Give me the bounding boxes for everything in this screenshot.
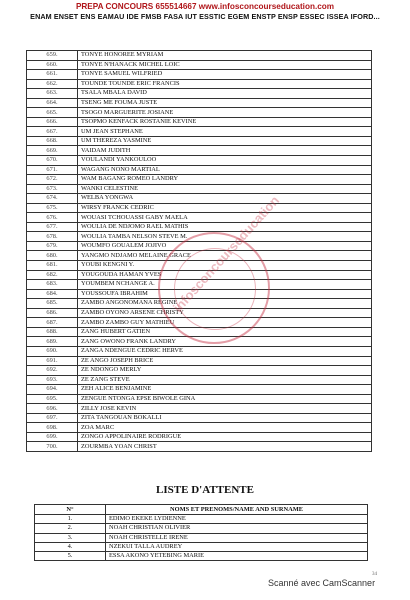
row-name: ZANG OWONO FRANK LANDRY bbox=[78, 337, 372, 347]
table-row bbox=[27, 156, 372, 166]
row-name: TONYE N'HANACK MICHEL LOIC bbox=[78, 60, 372, 70]
row-number: 698. bbox=[27, 423, 78, 433]
row-number: 670. bbox=[27, 156, 78, 166]
waiting-list-title: LISTE D'ATTENTE bbox=[156, 484, 254, 496]
table-row bbox=[27, 413, 372, 423]
row-number: 668. bbox=[27, 136, 78, 146]
table-row bbox=[35, 542, 368, 551]
row-number: 659. bbox=[27, 51, 78, 61]
table-row bbox=[27, 356, 372, 366]
row-name: WOUASI TCHOUASSI GABY MAELA bbox=[78, 213, 372, 223]
table-row bbox=[27, 194, 372, 204]
table-row bbox=[27, 127, 372, 137]
row-name: WIRSY FRANCK CEDRIC bbox=[78, 203, 372, 213]
row-number: 700. bbox=[27, 442, 78, 452]
table-row bbox=[35, 524, 368, 533]
row-number: 679. bbox=[27, 241, 78, 251]
row-number: 693. bbox=[27, 375, 78, 385]
table-row bbox=[27, 432, 372, 442]
row-number: 671. bbox=[27, 165, 78, 175]
page-number: 34 bbox=[372, 572, 377, 577]
row-name: WELBA YONGWA bbox=[78, 194, 372, 204]
official-stamp bbox=[158, 232, 270, 344]
row-name: TONYE HONOREE MYRIAM bbox=[78, 51, 372, 61]
row-name: TONYE SAMUEL WILFRIED bbox=[78, 70, 372, 80]
row-number: 699. bbox=[27, 432, 78, 442]
row-number: 684. bbox=[27, 289, 78, 299]
table-row bbox=[35, 552, 368, 561]
row-name: NZEKUI TALLA AUDREY bbox=[106, 542, 368, 551]
table-row bbox=[27, 375, 372, 385]
row-number: 685. bbox=[27, 299, 78, 309]
row-number: 4. bbox=[35, 542, 106, 551]
row-name: TOUNDE TOUNDE ERIC FRANCIS bbox=[78, 79, 372, 89]
camscanner-label: Scanné avec CamScanner bbox=[268, 578, 376, 588]
table-row bbox=[27, 213, 372, 223]
row-number: 676. bbox=[27, 213, 78, 223]
row-name: YANGMO NDJAMO MELAINE GRACE bbox=[78, 251, 372, 261]
row-number: 694. bbox=[27, 385, 78, 395]
table-row bbox=[27, 385, 372, 395]
row-number: 686. bbox=[27, 308, 78, 318]
watermark-text: infosconcourseducation bbox=[170, 192, 283, 316]
waiting-list-table bbox=[34, 504, 368, 561]
row-name: ZILLY JOSE KEVIN bbox=[78, 404, 372, 414]
header-line-2: ENAM ENSET ENS EAMAU IDE FMSB FASA IUT ESSTIC EGEM ENSTP ENSP ESSEC ISSEA IFORD... bbox=[30, 12, 380, 21]
table-row bbox=[27, 442, 372, 452]
row-number: 687. bbox=[27, 318, 78, 328]
row-number: 664. bbox=[27, 98, 78, 108]
col-header-num: N° bbox=[35, 505, 106, 515]
table-row bbox=[27, 222, 372, 232]
table-row bbox=[27, 146, 372, 156]
table-row bbox=[27, 394, 372, 404]
row-number: 660. bbox=[27, 60, 78, 70]
row-number: 3. bbox=[35, 533, 106, 542]
row-name: YOUMBEM NCHANGE A. bbox=[78, 280, 372, 290]
table-row bbox=[27, 404, 372, 414]
row-number: 2. bbox=[35, 524, 106, 533]
table-row bbox=[35, 515, 368, 524]
table-row bbox=[27, 346, 372, 356]
table-row bbox=[27, 165, 372, 175]
table-row bbox=[27, 117, 372, 127]
row-name: TSALA MBALA DAVID bbox=[78, 89, 372, 99]
row-name: WOULIA DE NDJOMO RAEL MATHIS bbox=[78, 222, 372, 232]
row-number: 683. bbox=[27, 280, 78, 290]
row-number: 1. bbox=[35, 515, 106, 524]
row-number: 691. bbox=[27, 356, 78, 366]
row-number: 696. bbox=[27, 404, 78, 414]
row-name: ZITA TANGOUAN BOKALLI bbox=[78, 413, 372, 423]
row-name: YOUSSOUFA IBRAHIM bbox=[78, 289, 372, 299]
row-name: ZAMBO ANGONOMANA REGINE bbox=[78, 299, 372, 309]
header-line-1: PREPA CONCOURS 655514667 www.infosconcourseducation.com bbox=[75, 2, 335, 11]
row-number: 681. bbox=[27, 261, 78, 271]
table-row bbox=[27, 366, 372, 376]
row-name: ZOURMBA YOAN CHRIST bbox=[78, 442, 372, 452]
row-name: ZE NDONGO MERLY bbox=[78, 366, 372, 376]
row-name: TSOPMO KENFACK ROSTANIE KEVINE bbox=[78, 117, 372, 127]
row-name: WAGANG NONO MARTIAL bbox=[78, 165, 372, 175]
row-name: ZEH ALICE BENJAMINE bbox=[78, 385, 372, 395]
row-name: WOULIA TAMBA NELSON STEVE M. bbox=[78, 232, 372, 242]
row-number: 677. bbox=[27, 222, 78, 232]
row-number: 688. bbox=[27, 327, 78, 337]
row-name: YOUGOUDA HAMAN YVES bbox=[78, 270, 372, 280]
table-row bbox=[27, 175, 372, 185]
row-name: TSOGO MARGUERITE JOSIANE bbox=[78, 108, 372, 118]
row-number: 673. bbox=[27, 184, 78, 194]
row-number: 667. bbox=[27, 127, 78, 137]
row-name: WOUMFO GOUALEM JOJIVO bbox=[78, 241, 372, 251]
row-name: ZANG HUBERT GATIEN bbox=[78, 327, 372, 337]
row-name: NOAH CHRISTELLE IRENE bbox=[106, 533, 368, 542]
row-number: 678. bbox=[27, 232, 78, 242]
row-number: 697. bbox=[27, 413, 78, 423]
row-name: ZONGO APPOLINAIRE RODRIGUE bbox=[78, 432, 372, 442]
table-row bbox=[27, 60, 372, 70]
row-number: 663. bbox=[27, 89, 78, 99]
table-row bbox=[27, 51, 372, 61]
row-name: ESSA AKONO YETEBING MARIE bbox=[106, 552, 368, 561]
row-name: YOUBI KENGNI Y. bbox=[78, 261, 372, 271]
table-row bbox=[27, 79, 372, 89]
row-number: 662. bbox=[27, 79, 78, 89]
row-name: TSENG ME FOUMA JUSTE bbox=[78, 98, 372, 108]
col-header-name: NOMS ET PRENOMS/NAME AND SURNAME bbox=[106, 505, 368, 515]
row-number: 690. bbox=[27, 346, 78, 356]
row-number: 666. bbox=[27, 117, 78, 127]
table-row bbox=[27, 423, 372, 433]
row-number: 669. bbox=[27, 146, 78, 156]
row-name: ZOA MARC bbox=[78, 423, 372, 433]
row-name: UM THEREZA YASMINE bbox=[78, 136, 372, 146]
row-number: 674. bbox=[27, 194, 78, 204]
table-row bbox=[27, 203, 372, 213]
row-name: ZE ZANG STEVE bbox=[78, 375, 372, 385]
row-number: 5. bbox=[35, 552, 106, 561]
row-number: 680. bbox=[27, 251, 78, 261]
row-name: WAM BAGANG ROMEO LANDRY bbox=[78, 175, 372, 185]
table-row bbox=[27, 136, 372, 146]
row-name: VAIDAM JUDITH bbox=[78, 146, 372, 156]
row-name: UM JEAN STEPHANE bbox=[78, 127, 372, 137]
table-row bbox=[27, 89, 372, 99]
row-name: WANKI CELESTINE bbox=[78, 184, 372, 194]
row-number: 672. bbox=[27, 175, 78, 185]
row-number: 675. bbox=[27, 203, 78, 213]
row-name: ZAMBO OYONO ARSENE CHRISTY bbox=[78, 308, 372, 318]
row-name: ZE ANGO JOSEPH BRICE bbox=[78, 356, 372, 366]
row-number: 692. bbox=[27, 366, 78, 376]
table-row bbox=[35, 533, 368, 542]
table-row bbox=[27, 98, 372, 108]
page-header bbox=[0, 2, 410, 22]
row-name: NOAH CHRISTIAN OLIVIER bbox=[106, 524, 368, 533]
table-row bbox=[27, 108, 372, 118]
row-number: 661. bbox=[27, 70, 78, 80]
row-name: ZENGUE NTONGA EPSE BIWOLE GINA bbox=[78, 394, 372, 404]
row-name: ZANGA NDENGUE CEDRIC HERVE bbox=[78, 346, 372, 356]
row-name: ZAMBO ZAMBO GUY MATHIEU bbox=[78, 318, 372, 328]
row-name: VOULANDI YANKOULOO bbox=[78, 156, 372, 166]
row-name: EDIMO EKEKE LYDIENNE bbox=[106, 515, 368, 524]
row-number: 665. bbox=[27, 108, 78, 118]
waiting-list-header-row bbox=[35, 505, 368, 515]
row-number: 682. bbox=[27, 270, 78, 280]
table-row bbox=[27, 70, 372, 80]
row-number: 689. bbox=[27, 337, 78, 347]
table-row bbox=[27, 184, 372, 194]
row-number: 695. bbox=[27, 394, 78, 404]
